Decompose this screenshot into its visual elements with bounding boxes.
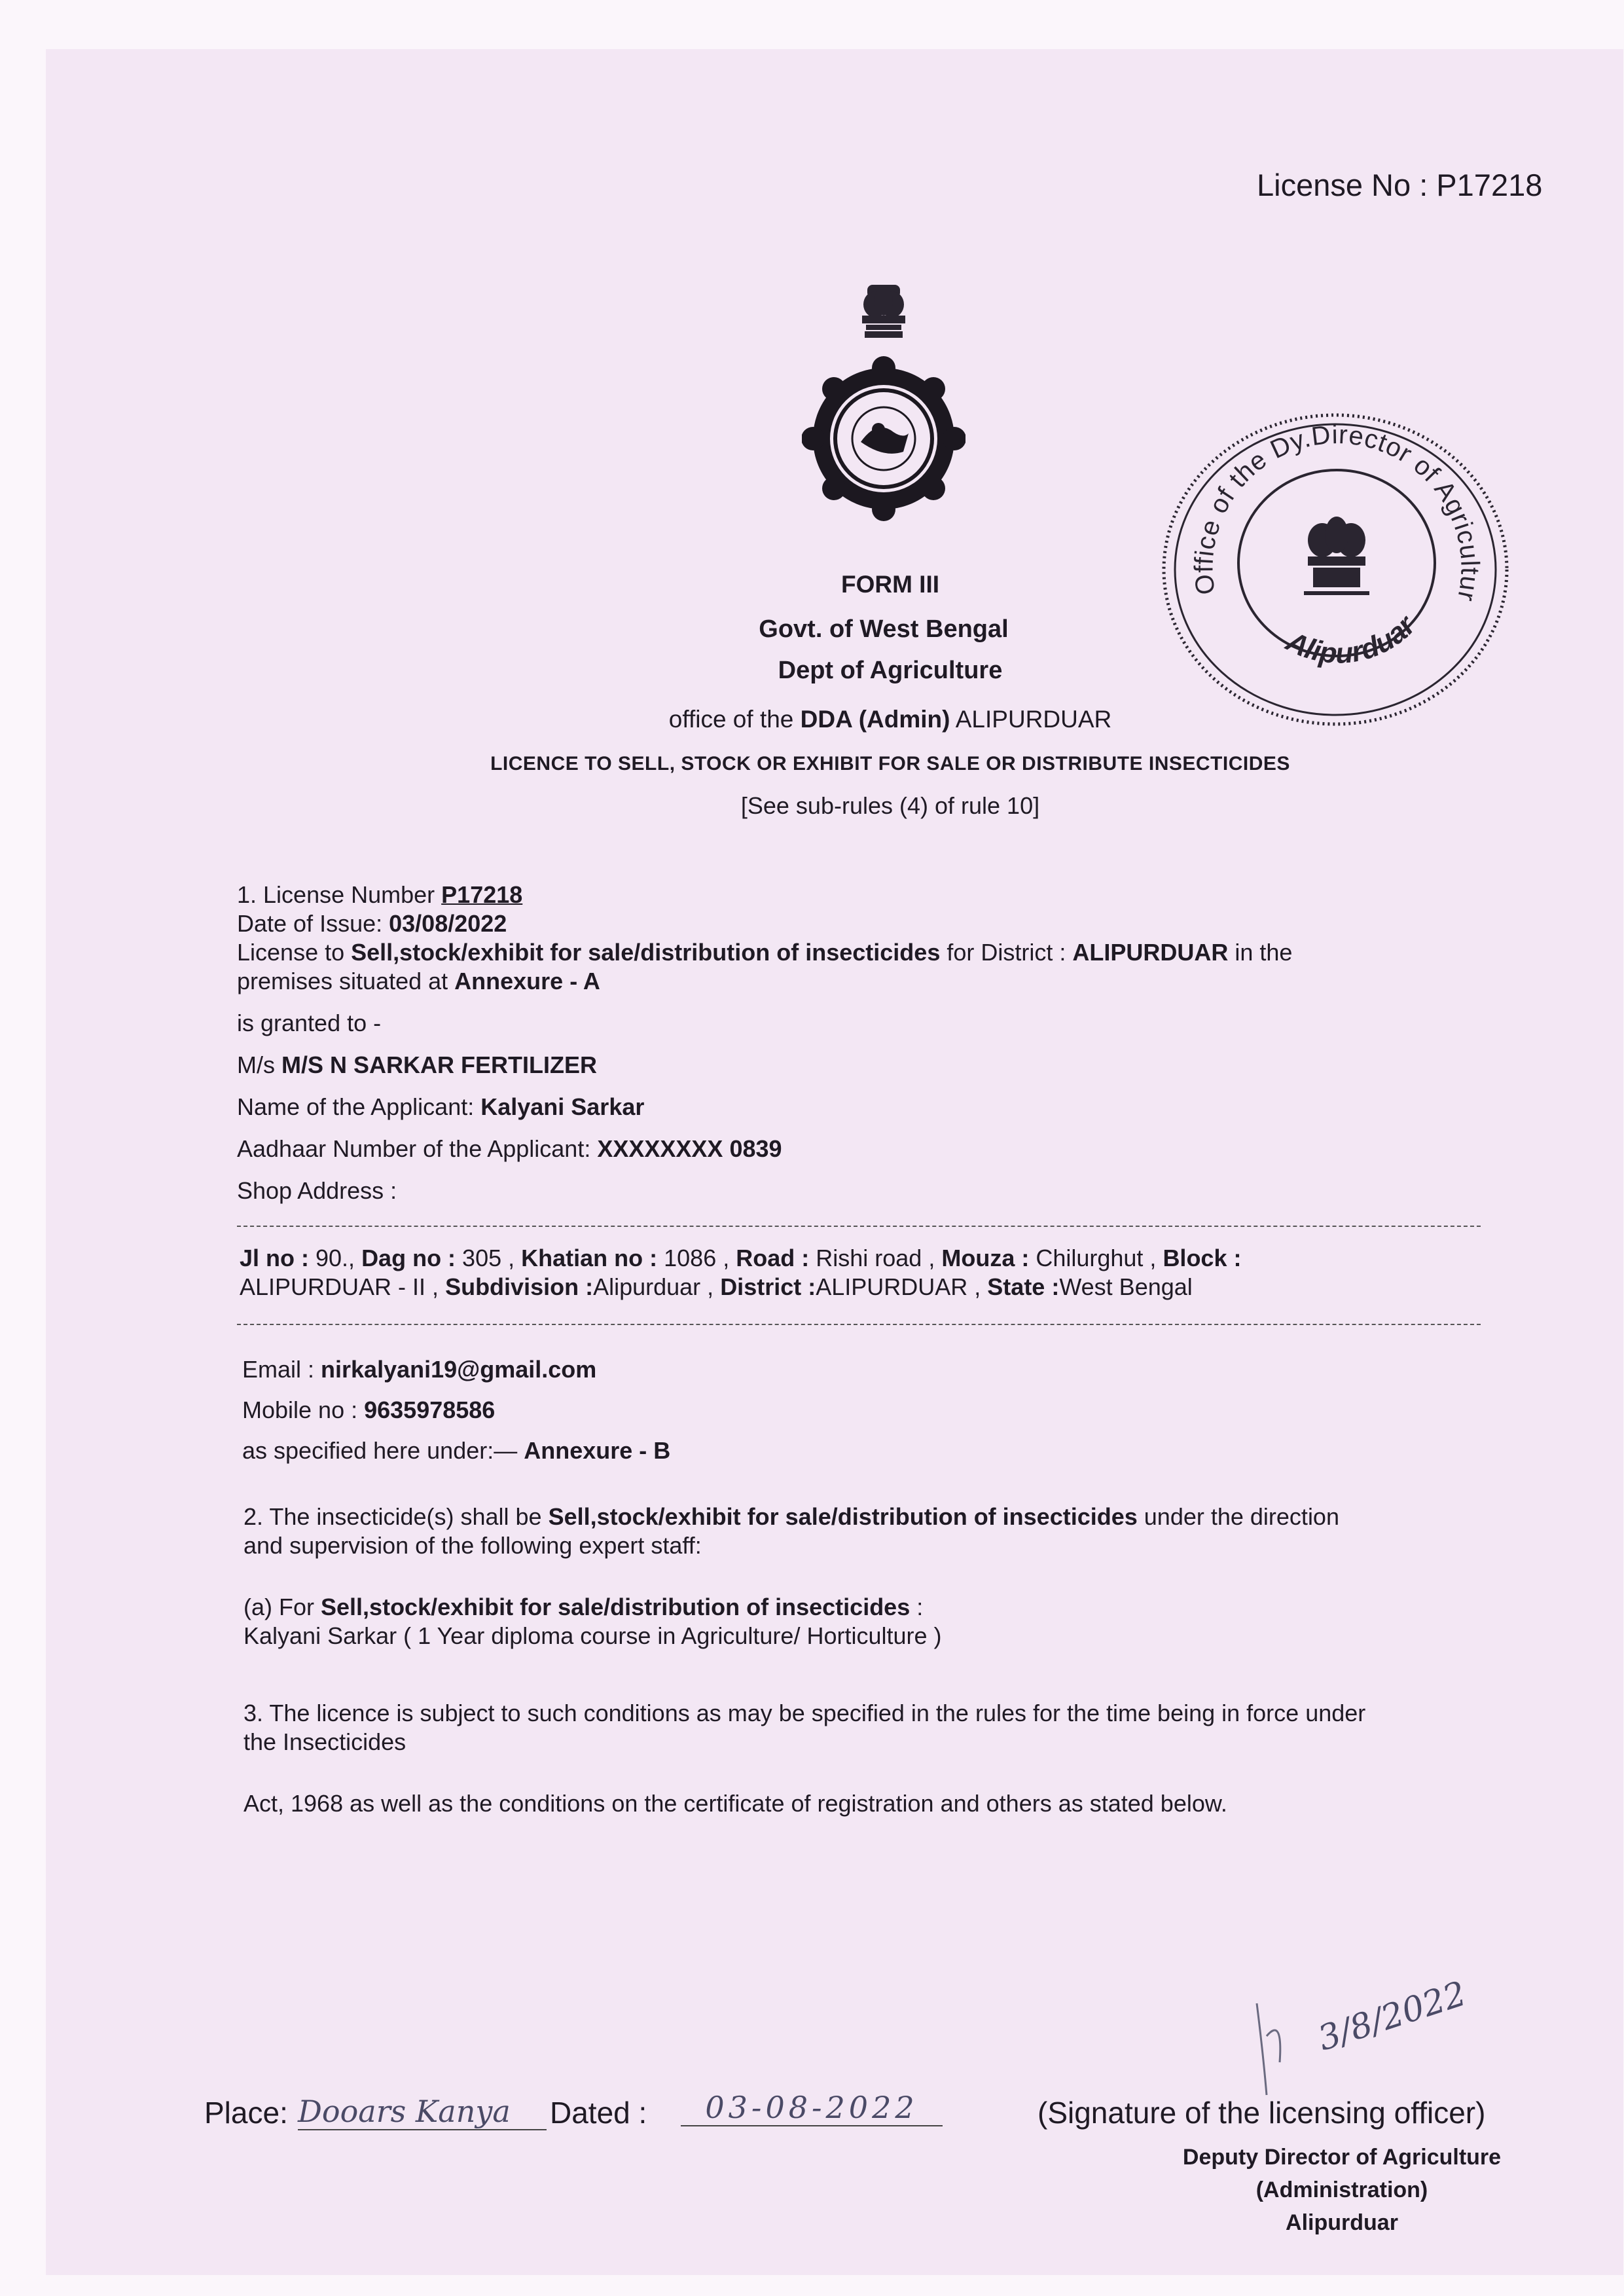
date-of-issue-line: Date of Issue: 03/08/2022	[237, 910, 507, 937]
address-block	[240, 1244, 1516, 1302]
section-2	[244, 1503, 1553, 1650]
contact-block	[242, 1355, 1519, 1465]
place-label: Place:	[204, 2096, 288, 2130]
address-line-1: Jl no : 90., Dag no : 305 , Khatian no : 1086 , Road : Rishi road , Mouza : Chilurghut , Block :	[240, 1245, 1242, 1271]
form-title: FORM III	[840, 571, 940, 598]
officer-place: Alipurduar	[1286, 2210, 1398, 2235]
signature-date-scrawl: 3/8/2022	[1313, 1974, 1471, 2059]
firm-name: M/S N SARKAR FERTILIZER	[281, 1051, 597, 1078]
place-value: Dooars Kanya	[298, 2094, 547, 2130]
expert-staff-line: Kalyani Sarkar ( 1 Year diploma course in Agriculture/ Horticulture )	[244, 1622, 942, 1649]
license-to-line: License to Sell,stock/exhibit for sale/distribution of insecticides for District : ALIPURDUAR in the	[237, 939, 1293, 966]
email-line: Email : nirkalyani19@gmail.com	[242, 1356, 597, 1383]
west-bengal-emblem-icon	[802, 275, 965, 537]
premises-line: premises situated at Annexure - A	[237, 968, 600, 994]
email-value: nirkalyani19@gmail.com	[321, 1356, 597, 1383]
subrules-note: [See sub-rules (4) of rule 10]	[740, 792, 1040, 819]
mobile-value: 9635978586	[364, 1396, 496, 1423]
section-3-line-1: 3. The licence is subject to such conditions as may be specified in the rules for the time being in force under	[244, 1700, 1366, 1726]
office-line	[0, 706, 1624, 733]
officer-title: Deputy Director of Agriculture	[1182, 2145, 1502, 2170]
govt-name: Govt. of West Bengal	[759, 615, 1009, 643]
aadhaar-value: XXXXXXXX 0839	[597, 1135, 782, 1162]
dated-value: 03-08-2022	[681, 2090, 943, 2126]
applicant-line: Name of the Applicant: Kalyani Sarkar	[237, 1093, 645, 1120]
divider-bottom	[237, 1324, 1481, 1325]
license-number-line: 1. License Number P17218	[237, 881, 523, 908]
section-3-line-3: Act, 1968 as well as the conditions on the certificate of registration and others as stated below.	[244, 1790, 1227, 1817]
office-prefix: office of the	[668, 706, 801, 733]
divider-top	[237, 1226, 1481, 1227]
office-suffix: ALIPURDUAR	[950, 706, 1112, 733]
specified-line: as specified here under:— Annexure - B	[242, 1437, 671, 1464]
header-license-number: License No : P17218	[1257, 168, 1543, 202]
granted-to-line: is granted to -	[237, 1010, 382, 1036]
department-name: Dept of Agriculture	[778, 657, 1003, 684]
aadhaar-line: Aadhaar Number of the Applicant: XXXXXXXX 0839	[237, 1135, 782, 1162]
section-2-line-2: and supervision of the following expert staff:	[244, 1532, 702, 1559]
section-1	[237, 881, 1513, 1205]
section-3-line-2: the Insecticides	[244, 1728, 406, 1755]
officer-designation	[1093, 2141, 1591, 2239]
applicant-name: Kalyani Sarkar	[480, 1093, 645, 1120]
firm-line: M/s M/S N SARKAR FERTILIZER	[237, 1051, 597, 1078]
license-number-value: P17218	[441, 881, 523, 908]
office-bold: DDA (Admin)	[800, 706, 950, 733]
dated-label: Dated :	[550, 2096, 647, 2130]
seal-ring-text: Office of the Dy.Director of Agricultur	[1189, 420, 1485, 605]
seal-bottom-text: Alipurduar	[1281, 610, 1422, 670]
shop-address-label: Shop Address :	[237, 1177, 397, 1204]
date-of-issue-value: 03/08/2022	[389, 910, 507, 937]
officer-subtitle: (Administration)	[1255, 2178, 1428, 2202]
section-3	[244, 1699, 1579, 1818]
licence-heading: LICENCE TO SELL, STOCK OR EXHIBIT FOR SALE OR DISTRIBUTE INSECTICIDES	[490, 753, 1290, 774]
section-2a-line: (a) For Sell,stock/exhibit for sale/distribution of insecticides :	[244, 1594, 924, 1620]
signature-label: (Signature of the licensing officer)	[1038, 2096, 1486, 2130]
officer-signature	[1244, 1974, 1519, 2102]
section-2-line-1: 2. The insecticide(s) shall be Sell,stock/exhibit for sale/distribution of insecticides under the direction	[244, 1503, 1339, 1530]
mobile-line: Mobile no : 9635978586	[242, 1396, 496, 1423]
address-line-2: ALIPURDUAR - II , Subdivision :Alipurduar , District :ALIPURDUAR , State :West Bengal	[240, 1273, 1193, 1300]
